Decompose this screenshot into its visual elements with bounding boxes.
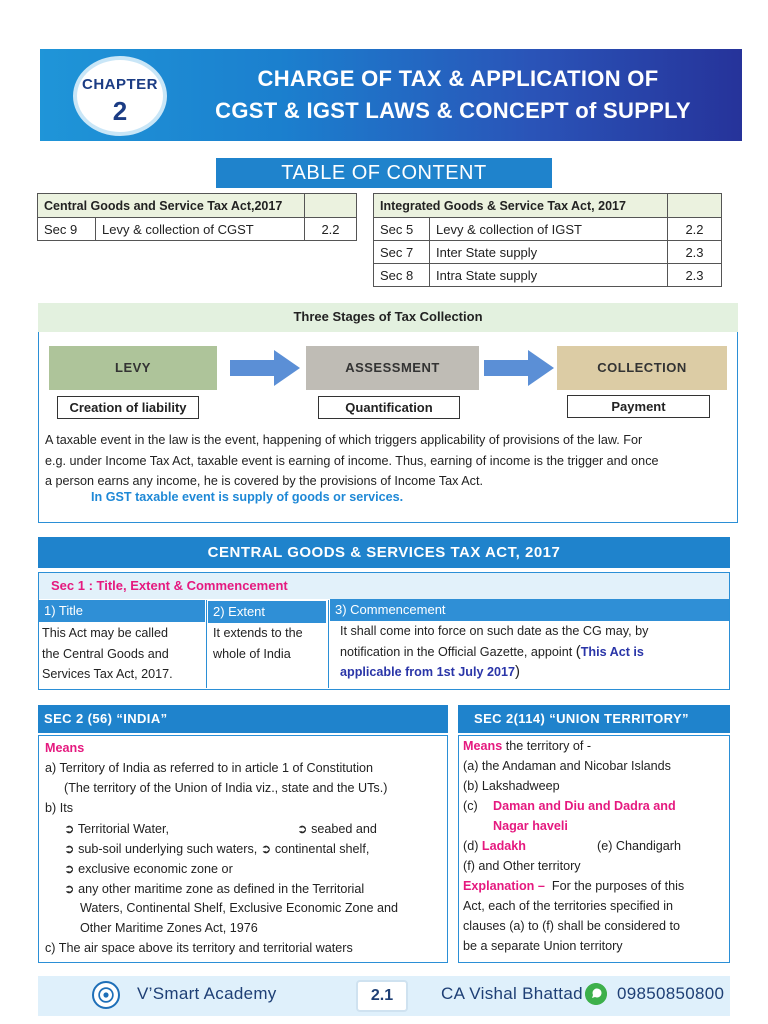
chapter-label: CHAPTER	[81, 76, 158, 93]
toc-cgst-heading: Central Goods and Service Tax Act,2017	[38, 194, 305, 218]
toc-page: 2.2	[668, 218, 722, 241]
text-line	[340, 642, 725, 663]
text-line	[340, 662, 725, 683]
col-header-title: 1) Title	[39, 600, 205, 622]
paragraph-line: e.g. under Income Tax Act, taxable event is earning of income. Thus, earning of income is the trigger and once	[45, 453, 659, 468]
toc-page: 2.3	[668, 264, 722, 287]
arrow-bullet-icon: ➲	[64, 882, 75, 896]
text-line: This Act may be called	[42, 626, 168, 640]
list-item	[64, 881, 364, 896]
list-item-continuation: Other Maritime Zones Act, 1976	[80, 921, 258, 935]
ut-explanation-label: Explanation –	[463, 879, 545, 893]
paren: )	[515, 663, 520, 680]
arrow-bullet-icon: ➲	[64, 842, 75, 856]
india-clause-a: a) Territory of India as referred to in article 1 of Constitution	[45, 761, 374, 775]
col-header-extent: 2) Extent	[208, 601, 326, 623]
extent-text	[213, 623, 325, 664]
ut-clause-f: (f) and Other territory	[463, 859, 581, 873]
toc-page: 2.2	[305, 218, 357, 241]
list-item	[64, 821, 169, 836]
right-arrow-icon	[484, 350, 554, 386]
ut-clause-e: (e) Chandigarh	[597, 839, 682, 853]
table-row	[374, 241, 722, 264]
paren: (	[575, 642, 581, 660]
phone-number: 09850850800	[617, 984, 725, 1003]
ut-explanation-text: For the purposes of this	[551, 879, 685, 893]
text-line: Services Tax Act, 2017.	[42, 667, 173, 681]
stage-collection-desc: Payment	[567, 395, 710, 418]
ut-clause-d-text: Ladakh	[481, 839, 526, 853]
ut-clause-d-label: (d)	[463, 839, 479, 853]
arrow-bullet-icon: ➲	[297, 822, 308, 836]
author-name: CA Vishal Bhattad	[441, 984, 583, 1003]
stages-title: Three Stages of Tax Collection	[38, 303, 738, 332]
list-item-text: seabed and	[311, 822, 377, 836]
ut-clause-a: (a) the Andaman and Nicobar Islands	[463, 759, 671, 773]
ut-means-label: Means	[463, 739, 503, 753]
toc-title: TABLE OF CONTENT	[216, 158, 552, 188]
taxable-event-paragraph	[45, 430, 733, 492]
ut-means-text: the territory of -	[505, 739, 592, 753]
ut-clause-c-label: (c)	[463, 799, 478, 813]
ut-clause-d	[463, 839, 526, 853]
toc-table-igst	[373, 193, 722, 287]
ut-explanation	[463, 879, 684, 893]
stage-assessment-desc: Quantification	[318, 396, 460, 419]
academy-name: V’Smart Academy	[137, 984, 277, 1003]
academy-logo-icon	[92, 981, 120, 1009]
list-item-text: exclusive economic zone or	[78, 862, 233, 876]
toc-igst-heading: Integrated Goods & Service Tax Act, 2017	[374, 194, 668, 218]
right-arrow-icon	[230, 350, 300, 386]
toc-sec: Sec 9	[38, 218, 96, 241]
toc-topic: Levy & collection of CGST	[96, 218, 305, 241]
text-line: whole of India	[213, 646, 291, 661]
gst-taxable-event-note: In GST taxable event is supply of goods or services.	[91, 490, 404, 504]
stage-assessment: ASSESSMENT	[306, 346, 479, 390]
list-item	[64, 841, 369, 856]
divider	[328, 600, 329, 688]
commencement-text	[340, 621, 725, 683]
india-means-label: Means	[45, 741, 85, 755]
toc-cell-empty	[305, 194, 357, 218]
toc-topic: Levy & collection of IGST	[430, 218, 668, 241]
table-row	[374, 218, 722, 241]
text-line: It shall come into force on such date as the CG may, by	[340, 624, 649, 638]
arrow-bullet-icon: ➲	[64, 822, 75, 836]
col-header-commencement: 3) Commencement	[330, 599, 729, 621]
list-item-text: sub-soil underlying such waters,	[78, 842, 258, 856]
table-row	[38, 218, 357, 241]
toc-sec: Sec 5	[374, 218, 430, 241]
ut-clause-b: (b) Lakshadweep	[463, 779, 560, 793]
arrow-bullet-icon: ➲	[64, 862, 75, 876]
cgst-act-banner: CENTRAL GOODS & SERVICES TAX ACT, 2017	[38, 537, 730, 568]
chapter-title-line2: CGST & IGST LAWS & CONCEPT of SUPPLY	[215, 98, 691, 123]
list-item-text: any other maritime zone as defined in the Territorial	[78, 882, 365, 896]
title-text	[42, 623, 204, 685]
text-line: the Central Goods and	[42, 646, 169, 661]
toc-topic: Inter State supply	[430, 241, 668, 264]
table-row	[374, 264, 722, 287]
arrow-bullet-icon: ➲	[260, 842, 272, 856]
ut-explanation-line: be a separate Union territory	[463, 939, 623, 953]
text-line: It extends to the	[213, 626, 303, 640]
divider	[206, 600, 207, 688]
toc-cell-empty	[668, 194, 722, 218]
page-number: 2.1	[356, 980, 408, 1012]
paragraph-line: a person earns any income, he is covered by the provisions of Income Tax Act.	[45, 474, 483, 488]
sec1-title: Sec 1 : Title, Extent & Commencement	[39, 573, 729, 599]
text-span: notification in the Official Gazette, appoint	[340, 644, 573, 659]
stage-levy: LEVY	[49, 346, 217, 390]
chapter-title-line1: CHARGE OF TAX & APPLICATION OF	[257, 66, 659, 91]
whatsapp-icon	[585, 983, 607, 1005]
toc-table-cgst	[37, 193, 357, 241]
commencement-date: applicable from 1st July 2017	[340, 665, 515, 679]
ut-means	[463, 739, 591, 753]
list-item	[64, 861, 233, 876]
toc-topic: Intra State supply	[430, 264, 668, 287]
ut-clause-c-cont: Nagar haveli	[493, 819, 568, 833]
list-item-continuation: Waters, Continental Shelf, Exclusive Economic Zone and	[80, 901, 399, 915]
toc-sec: Sec 7	[374, 241, 430, 264]
india-clause-b: b) Its	[45, 801, 73, 815]
chapter-number: 2	[112, 96, 128, 126]
commencement-highlight: This Act is	[580, 644, 644, 659]
toc-sec: Sec 8	[374, 264, 430, 287]
stage-collection: COLLECTION	[557, 346, 727, 390]
ut-clause-c: Daman and Diu and Dadra and	[493, 799, 676, 813]
india-clause-a-note: (The territory of the Union of India viz., state and the UTs.)	[64, 781, 388, 795]
sec2-ut-header: SEC 2(114) “UNION TERRITORY”	[458, 705, 730, 733]
paragraph-line: A taxable event in the law is the event, happening of which triggers applicability of provisions of the law. For	[45, 433, 643, 447]
list-item	[297, 821, 377, 836]
ut-explanation-line: Act, each of the territories specified in	[463, 899, 673, 913]
ut-explanation-line: clauses (a) to (f) shall be considered to	[463, 919, 680, 933]
sec2-india-header: SEC 2 (56) “INDIA”	[38, 705, 448, 733]
india-clause-c: c) The air space above its territory and territorial waters	[45, 941, 353, 955]
list-item-text: continental shelf,	[274, 842, 370, 856]
toc-page: 2.3	[668, 241, 722, 264]
list-item-text: Territorial Water,	[77, 822, 170, 836]
stage-levy-desc: Creation of liability	[57, 396, 199, 419]
